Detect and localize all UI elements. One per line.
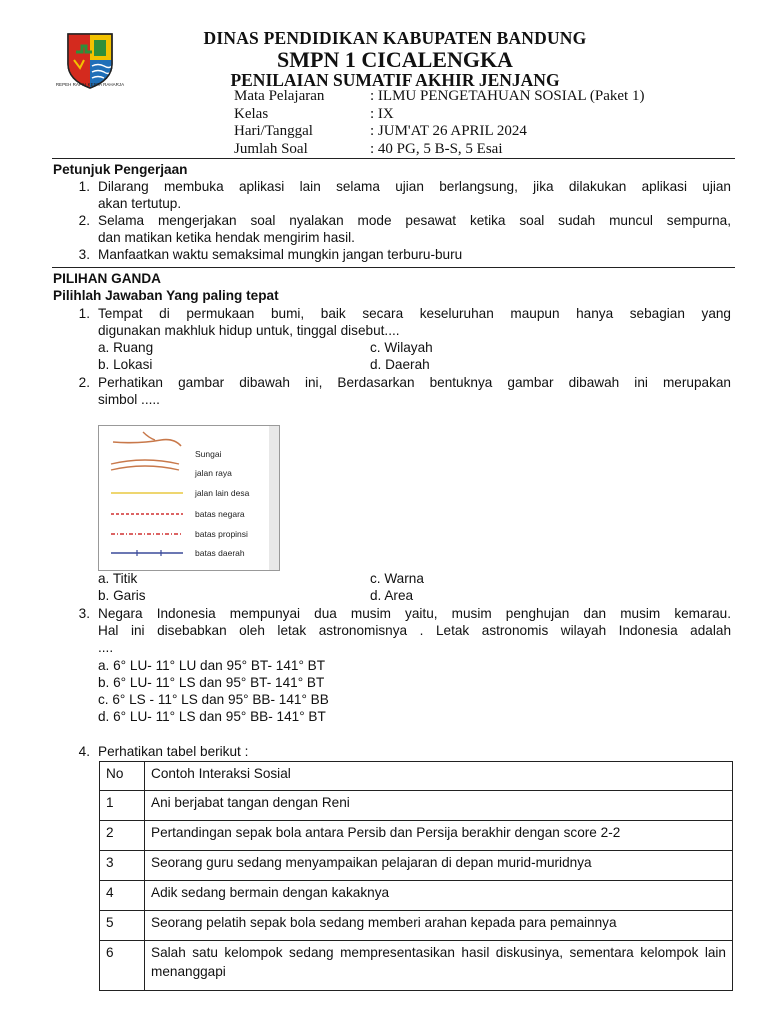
meta-key: Mata Pelajaran (234, 88, 325, 104)
question-text: Tempat di permukaan bumi, baik secara keseluruhan maupun hanya sebagian yang (98, 306, 731, 321)
legend-label: jalan raya (195, 468, 232, 478)
school-title: SMPN 1 CICALENGKA (277, 47, 513, 72)
meta-value: : IX (370, 105, 394, 122)
meta-key: Hari/Tanggal (234, 123, 313, 139)
question-number: 1. (78, 306, 90, 321)
table-cell-text: Adik sedang bermain dengan kakaknya (145, 881, 733, 911)
instruction-text: dan matikan ketika hendak mengirim hasil. (98, 230, 355, 245)
meta-row (234, 141, 644, 159)
section-title: PILIHAN GANDA (53, 271, 161, 286)
question-text: Hal ini disebabkan oleh letak astronomisnya . Letak astronomis wilayah Indonesia adalah (98, 623, 731, 638)
answer-option: c. 6° LS - 11° LS dan 95° BB- 141° BB (98, 692, 329, 707)
meta-key: Kelas (234, 105, 269, 122)
legend-label: Sungai (195, 449, 222, 459)
table-row (100, 911, 733, 941)
instruction-text: akan tertutup. (98, 196, 182, 211)
table-cell-no: 4 (100, 881, 145, 911)
legend-label: batas daerah (195, 548, 245, 558)
answer-option: a. 6° LU- 11° LU dan 95° BT- 141° BT (98, 658, 326, 673)
table-row (100, 851, 733, 881)
table-row (100, 881, 733, 911)
instruction-text: Manfaatkan waktu semaksimal mungkin jangan terburu-buru (98, 247, 463, 262)
answer-option: c. Wilayah (370, 340, 433, 355)
meta-row (234, 123, 644, 141)
answer-option: d. Area (370, 588, 414, 603)
answer-option: c. Warna (370, 571, 424, 586)
section-subtitle: Pilihlah Jawaban Yang paling tepat (53, 288, 279, 303)
question-text: simbol ..... (98, 392, 160, 407)
table-header-cell: No (100, 762, 145, 791)
table-row (100, 791, 733, 821)
answer-option: b. Garis (98, 588, 146, 603)
answer-option: d. 6° LU- 11° LS dan 95° BB- 141° BT (98, 709, 326, 724)
meta-value: : JUM'AT 26 APRIL 2024 (370, 123, 527, 139)
meta-row (234, 88, 644, 106)
answer-option: b. Lokasi (98, 357, 153, 372)
table-row (100, 821, 733, 851)
table-cell-no: 6 (100, 941, 145, 991)
logo-caption: REPEH RAPIH KERTA RAHARJA (55, 82, 125, 87)
table-cell-no: 5 (100, 911, 145, 941)
question-number: 2. (78, 375, 90, 390)
meta-row (234, 106, 644, 124)
answer-option: b. 6° LU- 11° LS dan 95° BT- 141° BT (98, 675, 325, 690)
instruction-text: Selama mengerjakan soal nyalakan mode pesawat ketika soal sudah muncul sempurna, (98, 213, 731, 228)
meta-value: : 40 PG, 5 B-S, 5 Esai (370, 140, 503, 157)
instruction-number: 1. (78, 179, 90, 194)
table-cell-no: 3 (100, 851, 145, 881)
map-legend-image (98, 425, 280, 571)
social-interaction-table (99, 761, 733, 991)
table-row (100, 941, 733, 991)
legend-label: batas propinsi (195, 529, 248, 539)
exam-title: PENILAIAN SUMATIF AKHIR JENJANG (230, 70, 560, 90)
question-text: .... (98, 640, 114, 655)
question-text: Perhatikan tabel berikut : (98, 744, 249, 759)
legend-label: batas negara (195, 509, 245, 519)
header-divider (52, 158, 735, 159)
instructions-title: Petunjuk Pengerjaan (53, 162, 188, 177)
table-cell-text: Ani berjabat tangan dengan Reni (145, 791, 733, 821)
exam-meta (234, 88, 644, 158)
instruction-text: Dilarang membuka aplikasi lain selama ujian berlangsung, jika dilakukan aplikasi ujian (98, 179, 731, 194)
instruction-number: 2. (78, 213, 90, 228)
answer-option: a. Titik (98, 571, 138, 586)
instruction-number: 3. (78, 247, 90, 262)
section-divider (52, 267, 735, 268)
agency-title: DINAS PENDIDIKAN KABUPATEN BANDUNG (203, 28, 587, 48)
table-cell-no: 2 (100, 821, 145, 851)
question-number: 4. (78, 744, 90, 759)
answer-option: a. Ruang (98, 340, 154, 355)
question-text: digunakan makhluk hidup untuk, tinggal disebut.... (98, 323, 400, 338)
table-cell-text: Seorang pelatih sepak bola sedang memberi arahan kepada para pemainnya (145, 911, 733, 941)
table-header-cell: Contoh Interaksi Sosial (145, 762, 733, 791)
legend-label: jalan lain desa (195, 488, 250, 498)
question-number: 3. (78, 606, 90, 621)
question-text: Perhatikan gambar dibawah ini, Berdasarkan bentuknya gambar dibawah ini merupakan (98, 375, 731, 390)
meta-value: : ILMU PENGETAHUAN SOSIAL (Paket 1) (370, 88, 645, 104)
table-header-row (100, 762, 733, 791)
map-legend-graphic (99, 426, 279, 570)
meta-key: Jumlah Soal (234, 140, 308, 157)
table-cell-no: 1 (100, 791, 145, 821)
table-cell-text: Pertandingan sepak bola antara Persib dan Persija berakhir dengan score 2-2 (145, 821, 733, 851)
question-text: Negara Indonesia mempunyai dua musim yaitu, musim penghujan dan musim kemarau. (98, 606, 731, 621)
table-cell-text: Seorang guru sedang menyampaikan pelajaran di depan murid-muridnya (145, 851, 733, 881)
answer-option: d. Daerah (370, 357, 430, 372)
table-cell-text: Salah satu kelompok sedang mempresentasikan hasil diskusinya, sementara kelompok lain menanggapi (145, 941, 733, 991)
